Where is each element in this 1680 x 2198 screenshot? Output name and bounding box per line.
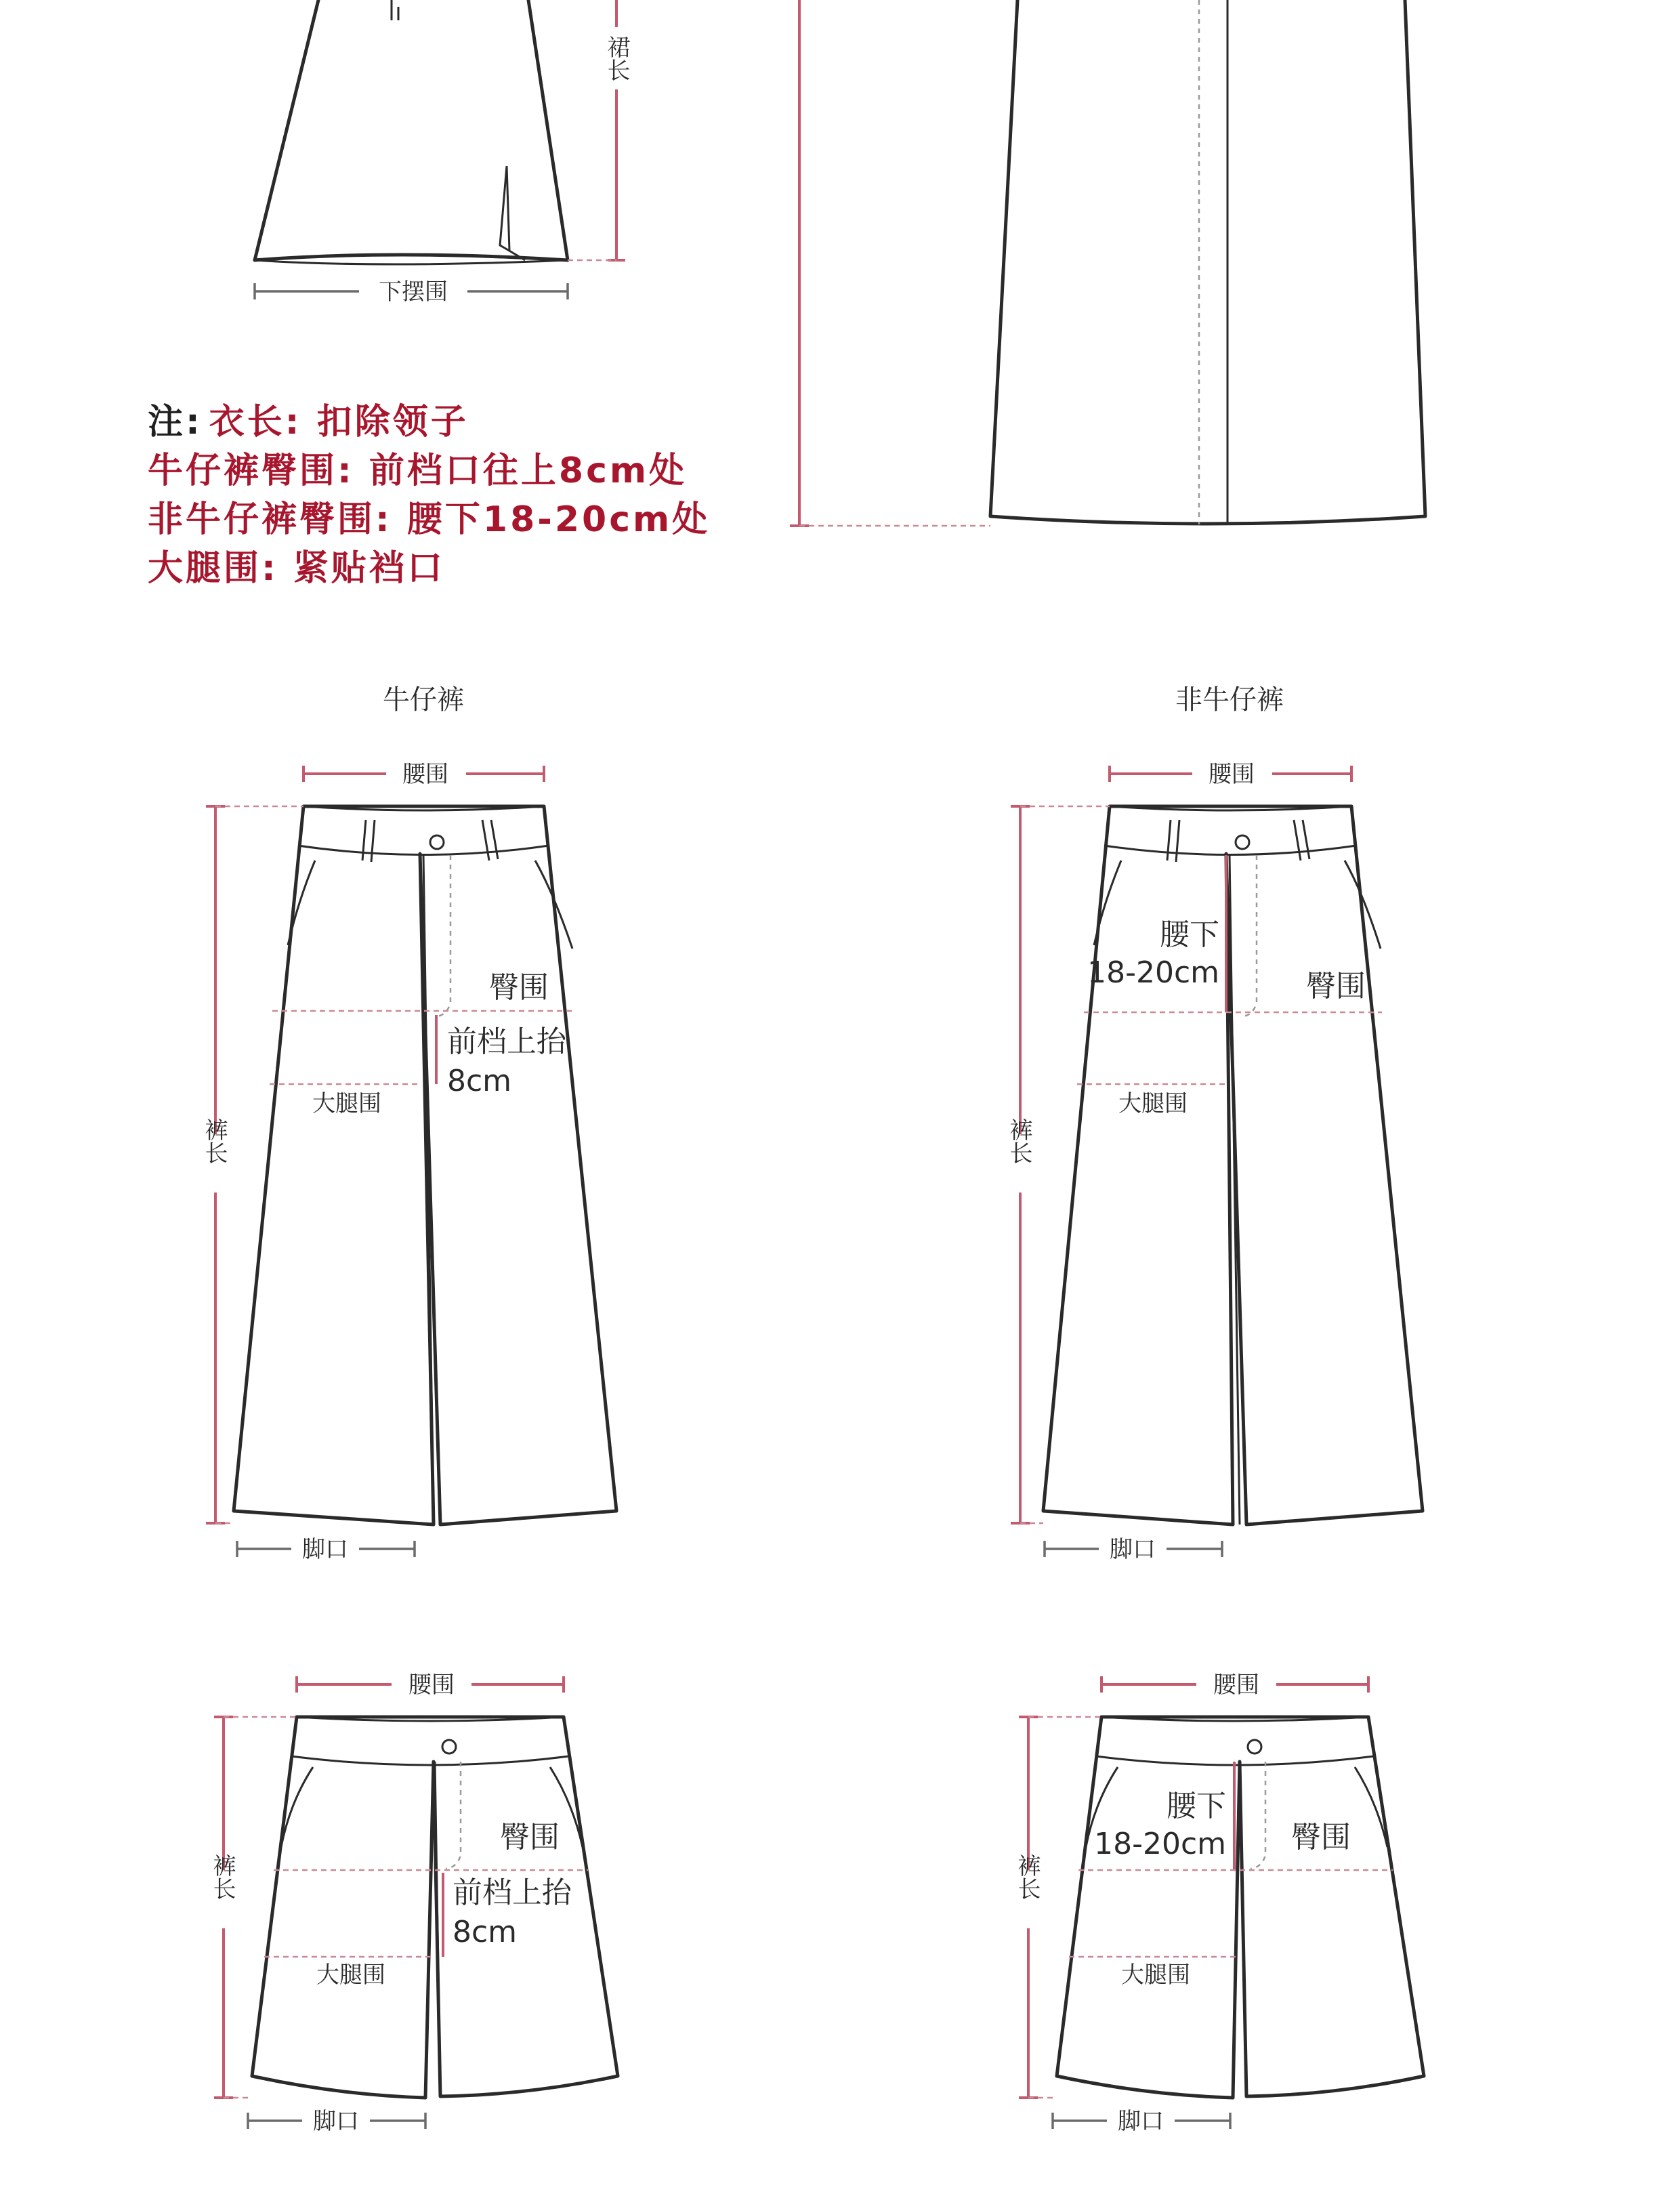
non-denim-long-below-label-2: 18-20cm — [1087, 955, 1219, 990]
non-denim-long-pants-drawing — [1043, 806, 1423, 1525]
note-line-1-text: 衣长: 扣除领子 — [209, 402, 469, 442]
note-line-3: 非牛仔裤臀围: 腰下18-20cm处 — [148, 499, 711, 540]
non-denim-shorts-hem-label: 脚口 — [1118, 2108, 1164, 2135]
skirt-hem-label: 下摆围 — [379, 278, 448, 306]
non-denim-long-pants — [1004, 761, 1423, 1563]
long-skirt-drawing — [990, 0, 1425, 524]
denim-long-pants-drawing — [234, 806, 616, 1525]
non-denim-shorts-length-dimension — [1012, 1717, 1101, 2098]
denim-shorts — [207, 1672, 618, 2135]
note-line-4: 大腿围: 紧贴裆口 — [148, 548, 445, 589]
denim-shorts-length-label: 裤长 — [209, 1854, 236, 1900]
denim-shorts-hem-label: 脚口 — [313, 2108, 359, 2135]
non-denim-long-hem-label: 脚口 — [1110, 1536, 1156, 1563]
note-prefix: 注: — [148, 402, 203, 442]
denim-shorts-length-dimension — [207, 1717, 297, 2098]
non-denim-long-length-label: 裤长 — [1005, 1118, 1032, 1164]
note-line-1 — [148, 402, 469, 442]
long-skirt-length-dimension — [790, 0, 990, 526]
denim-long-length-label: 裤长 — [201, 1118, 228, 1164]
non-denim-long-below-label-1: 腰下 — [1160, 917, 1219, 952]
denim-long-waist-label: 腰围 — [402, 761, 448, 788]
non-denim-shorts-below-label-1: 腰下 — [1167, 1789, 1226, 1823]
non-denim-shorts-waist-label: 腰围 — [1213, 1672, 1259, 1699]
non-denim-shorts-thigh-label: 大腿围 — [1121, 1962, 1190, 1989]
skirt-length-label: 裙长 — [603, 35, 630, 81]
measurement-notes — [148, 402, 710, 589]
denim-long-pants — [199, 761, 616, 1563]
note-line-2: 牛仔裤臀围: 前档口往上8cm处 — [148, 451, 688, 491]
denim-shorts-thigh-label: 大腿围 — [316, 1962, 385, 1989]
denim-pants-title: 牛仔裤 — [383, 684, 464, 716]
denim-long-hip-label: 臀围 — [489, 970, 549, 1005]
non-denim-long-length-dimension — [1004, 806, 1110, 1523]
denim-long-thigh-label: 大腿围 — [312, 1090, 381, 1117]
denim-long-rise-label-1: 前档上抬 — [447, 1024, 566, 1059]
denim-long-length-dimension — [199, 806, 303, 1523]
denim-shorts-rise-label-2: 8cm — [453, 1915, 518, 1949]
non-denim-shorts-drawing — [1057, 1717, 1424, 2098]
denim-long-rise-label-2: 8cm — [447, 1064, 512, 1098]
non-denim-shorts-length-label: 裤长 — [1013, 1854, 1041, 1900]
non-denim-shorts-below-label-2: 18-20cm — [1094, 1827, 1226, 1861]
non-denim-shorts — [1012, 1672, 1424, 2135]
denim-shorts-hip-label: 臀围 — [500, 1820, 560, 1854]
denim-shorts-waist-label: 腰围 — [408, 1672, 455, 1699]
non-denim-shorts-hip-label: 臀围 — [1291, 1820, 1351, 1854]
denim-long-hem-label: 脚口 — [302, 1536, 348, 1563]
non-denim-long-hip-label: 臀围 — [1306, 969, 1366, 1003]
denim-shorts-rise-label-1: 前档上抬 — [453, 1875, 572, 1910]
non-denim-long-thigh-label: 大腿围 — [1118, 1090, 1188, 1117]
non-denim-long-waist-label: 腰围 — [1209, 761, 1255, 788]
skirt-drawing — [255, 0, 568, 264]
non-denim-pants-title: 非牛仔裤 — [1175, 684, 1284, 716]
